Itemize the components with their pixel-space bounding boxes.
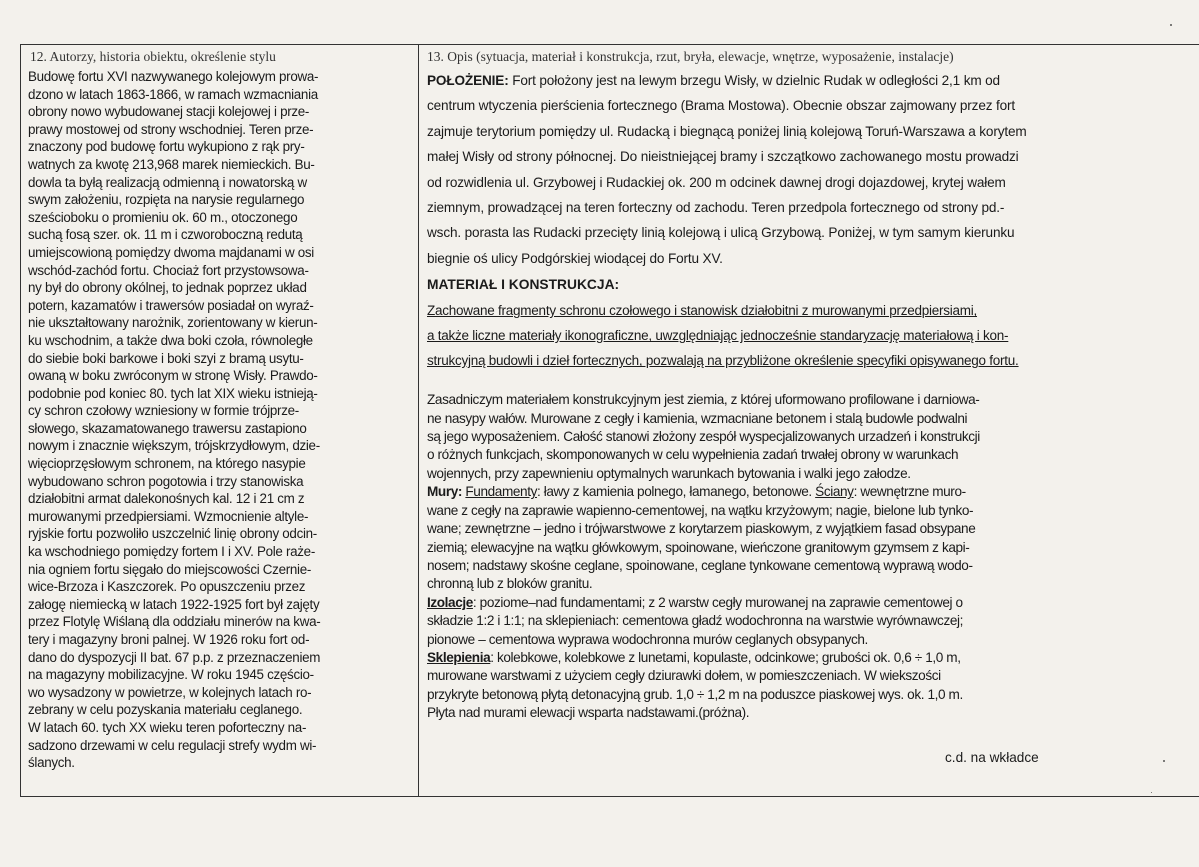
material-heading: MATERIAŁ I KONSTRUKCJA:: [427, 277, 620, 293]
continued-note: c.d. na wkładce: [945, 750, 1039, 765]
history-line: ka wschodniego pomiędzy fortem I i XV. Pole raże-: [28, 544, 315, 560]
mury-line: chronną lub z bloków granitu.: [427, 576, 593, 592]
polozenie-text: Fort położony jest na lewym brzegu Wisły, w dzielnic Rudak w odległości 2,1 km od: [508, 73, 1000, 88]
history-line: znaczony pod budowę fortu wykupiono z rąk pry-: [28, 139, 305, 155]
history-line: sześcioboku o promieniu ok. 60 m., otoczonego: [28, 209, 298, 225]
sklepienia-label: Sklepienia: [427, 649, 491, 665]
history-line: swym założeniu, rozpięta na narysie regularnego: [28, 192, 305, 208]
history-line: cy schron czołowy wzniesiony w formie trójprze-: [28, 403, 299, 419]
sklepienia-line: murowane warstwami z użyciem cegły dziurawki dołem, w pomieszczeniach. W wiekszości: [427, 668, 941, 684]
history-line: wo wysadzony w powietrze, w kolejnych latach ro-: [28, 684, 312, 700]
section-12-header: 12. Autorzy, historia obiektu, określenie stylu: [30, 49, 276, 64]
scan-speck: [1151, 792, 1152, 793]
material-intro-line: Zachowane fragmenty schronu czołowego i stanowisk działobitni z murowanymi przedpiersiami,: [427, 303, 978, 319]
history-line: owaną w boku zwróconym w stronę Wisły. Prawdo-: [28, 368, 318, 384]
izolacje-line: składzie 1:2 i 1:1; na sklepieniach: cementowa gładź wodochronna na warstwie wyrównawczej;: [427, 613, 963, 629]
polozenie-line: centrum wtyczenia pierścienia fortecznego (Brama Mostowa). Obecnie obszar zajmowany przez fort: [427, 98, 1016, 114]
history-line: wschód-zachód fortu. Chociaż fort przystowsowa-: [28, 262, 309, 278]
scan-speck: [1170, 24, 1172, 26]
fundamenty-text: : ławy z kamienia polnego, łamanego, betonowe.: [536, 484, 816, 500]
history-line: dowla ta byłą realizacją odmienną i nowatorską w: [28, 174, 307, 190]
history-line: załogę niemiecką w latach 1922-1925 fort był zajęty: [28, 596, 320, 612]
sklepienia-text: : kolebkowe, kolebkowe z lunetami, kopulaste, odcinkowe; grubości ok. 0,6 ÷ 1,0 m,: [490, 649, 961, 665]
history-line: murowanymi przedpiersiami. Wzmocnienie altyle-: [28, 508, 309, 524]
history-line: suchą fosą szer. ok. 11 m i czworoboczną redutą: [28, 227, 303, 243]
history-line: nowym i znacznie większym, trójskrzydłowym, dzie-: [28, 438, 320, 454]
history-line: ku wschodnim, a także dwa boki czoła, równoległe: [28, 332, 313, 348]
history-line: dano do dyspozycji II bat. 67 p.p. z przeznaczeniem: [28, 649, 321, 665]
history-column: [28, 68, 412, 772]
history-line: watnych za kwotę 213,968 marek niemieckich. Bu-: [28, 156, 315, 172]
description-column: [427, 68, 1192, 723]
body-line: Zasadniczym materiałem konstrukcyjnym jest ziemia, z której uformowano profilowane i darniowa-: [427, 392, 980, 408]
history-line: obrony nowo wybudowanej stacji kolejowej i prze-: [28, 104, 310, 120]
mury-line: nosem; nadstawy skośne ceglane, spoinowane, ceglane tynkowane cementową wyprawą wodo-: [427, 557, 973, 573]
izolacje-text: : poziome–nad fundamentami; z 2 warstw cegły murowanej na zaprawie cementowej o: [472, 594, 963, 610]
polozenie-label: POŁOŻENIE:: [427, 73, 509, 88]
polozenie-section: [427, 68, 1192, 271]
history-line: potern, kazamatów i trawersów posiadał on wyraź-: [28, 297, 314, 313]
history-line: prawy mostowej od strony wschodniej. Teren prze-: [28, 121, 314, 137]
history-line: sadzono drzewami w celu regulacji strefy wydm wi-: [28, 737, 317, 753]
section-13-header: 13. Opis (sytuacja, materiał i konstrukcja, rzut, bryła, elewacje, wnętrze, wyposażenie, instalacje): [427, 49, 954, 64]
body-line: o różnych funkcjach, skomponowanych w celu wypełnienia zadań trwałej obrony w warunkach: [427, 447, 959, 463]
body-line: są jego wyposażeniem. Całość stanowi złożony zespół wyspecjalizowanych urzadzeń i konstrukcji: [427, 429, 980, 445]
material-intro-line: a także liczne materiały ikonograficzne, uwzględniając jednocześnie standaryzację materiałową i kon-: [427, 328, 1009, 344]
material-intro: [427, 298, 1192, 373]
history-line: więcioprzęsłowym schronem, na którego nasypie: [28, 456, 306, 472]
polozenie-line: [427, 68, 1192, 93]
mury-label: Mury:: [427, 484, 463, 500]
frame-left-line: [20, 44, 21, 796]
history-line: na magazyny mobilizacyjne. W roku 1945 częścio-: [28, 667, 314, 683]
history-line: nie ukształtowany narożnik, zorientowany w kierun-: [28, 315, 318, 331]
izolacje-line: pionowe – cementowa wyprawa wodochronna murów ceglanych obsypanych.: [427, 631, 868, 647]
history-line: nia ogniem fortu sięgało do miejscowości Czernie-: [28, 561, 312, 577]
polozenie-line: małej Wisły od strony północnej. Do nieistniejącej bramy i szczątkowo zachowanego mostu prowadzi: [427, 149, 1019, 165]
history-line: wice-Brzoza i Kaszczorek. Po opuszczeniu przez: [28, 579, 306, 595]
history-line: zebrany w celu pozyskania materiału ceglanego.: [28, 702, 303, 718]
mury-line: wane z cegły na zaprawie wapienno-cementowej, na wątku krzyżowym; nagie, bielone lub tynko-: [427, 502, 974, 518]
polozenie-line: od rozwidlenia ul. Grzybowej i Rudackiej ok. 200 m odcinek dawnej drogi dojazdowej, krytej wałem: [427, 174, 1006, 190]
frame-top-line: [20, 44, 1199, 45]
sklepienia-line: przykryte betonową płytą detonacyjną grub. 1,0 ÷ 1,2 m na poduszce piaskowej wys. ok. 1,0 m.: [427, 686, 963, 702]
history-line: Budowę fortu XVI nazwywanego kolejowym prowa-: [28, 69, 319, 84]
izolacje-label: Izolacje: [427, 594, 473, 610]
fundamenty-label: Fundamenty: [465, 484, 537, 500]
history-line: ny był do obrony okólnej, to jednak poprzez układ: [28, 280, 307, 296]
history-line: przez Flotylę Wiślaną dla oddziału minerów na kwa-: [28, 614, 321, 630]
scan-speck: [1163, 760, 1165, 762]
history-line: ryjskie fortu pozwoliło uszczelnić linię obrony odcin-: [28, 526, 317, 542]
history-line: umiejscowioną pomiędzy dwoma majdanami w osi: [28, 244, 314, 260]
sciany-label: Ściany: [815, 484, 854, 500]
mury-line: ziemią; elewacyjne na wątku główkowym, spoinowane, wieńczone granitowym gzymsem z kapi-: [427, 539, 970, 555]
history-line: ślanych.: [28, 755, 75, 771]
mury-line: [427, 483, 1192, 501]
column-divider: [418, 44, 419, 796]
history-line: działobitni armat dalekonośnych kal. 12 i 21 cm z: [28, 491, 305, 507]
sciany-text: : wewnętrzne muro-: [853, 484, 966, 500]
material-intro-line: strukcyjną budowli i dzieł fortecznych, pozwalają na przybliżone określenie specyfiki opisywanego fortu.: [427, 353, 1019, 369]
polozenie-line: ziemnym, prowadzącej na teren forteczny od zachodu. Teren przedpola fortecznego od strony pd.-: [427, 200, 1005, 216]
history-line: do siebie boki barkowe i boki szyi z bramą usytu-: [28, 350, 304, 366]
history-line: W latach 60. tych XX wieku teren poforteczny na-: [28, 719, 307, 735]
body-line: ne nasypy wałów. Murowane z cegły i kamienia, wzmacniane betonem i stalą budowle podwalni: [427, 410, 968, 426]
sklepienia-line: [427, 649, 1192, 667]
polozenie-line: zajmuje terytorium pomiędzy ul. Rudacką i biegnącą poniżej linią kolejową Toruń-Warszawa a korytem: [427, 123, 1027, 139]
sklepienia-line: Płyta nad murami elewacji wsparta nadstawami.(próżna).: [427, 705, 750, 721]
history-line: wybudowano schron pogotowia i trzy stanowiska: [28, 473, 304, 489]
mury-line: wane; zewnętrzne – jedno i trójwarstwowe z korytarzem piaskowym, z wyjątkiem fasad obsypane: [427, 521, 976, 537]
construction-body: [427, 391, 1192, 722]
body-line: wojennych, przy zapewnieniu optymalnych warunkach bytowania i walki jego załodze.: [427, 465, 911, 481]
history-line: podobnie pod koniec 80. tych lat XIX wieku istnieją-: [28, 385, 318, 401]
polozenie-line: biegnie oś ulicy Podgórskiej wiodącej do Fortu XV.: [427, 250, 723, 266]
izolacje-line: [427, 594, 1192, 612]
history-line: słowego, skazamatowanego trawersu zastapiono: [28, 420, 307, 436]
history-line: dzono w latach 1863-1866, w ramach wzmacniania: [28, 86, 318, 102]
polozenie-line: wsch. porasta las Rudacki przecięty linią kolejową i ulicą Grzybową. Poniżej, w tym samym kierunku: [427, 225, 1015, 241]
frame-bottom-line: [20, 796, 1199, 797]
history-line: tery i magazyny broni palnej. W 1926 roku fort od-: [28, 632, 310, 647]
